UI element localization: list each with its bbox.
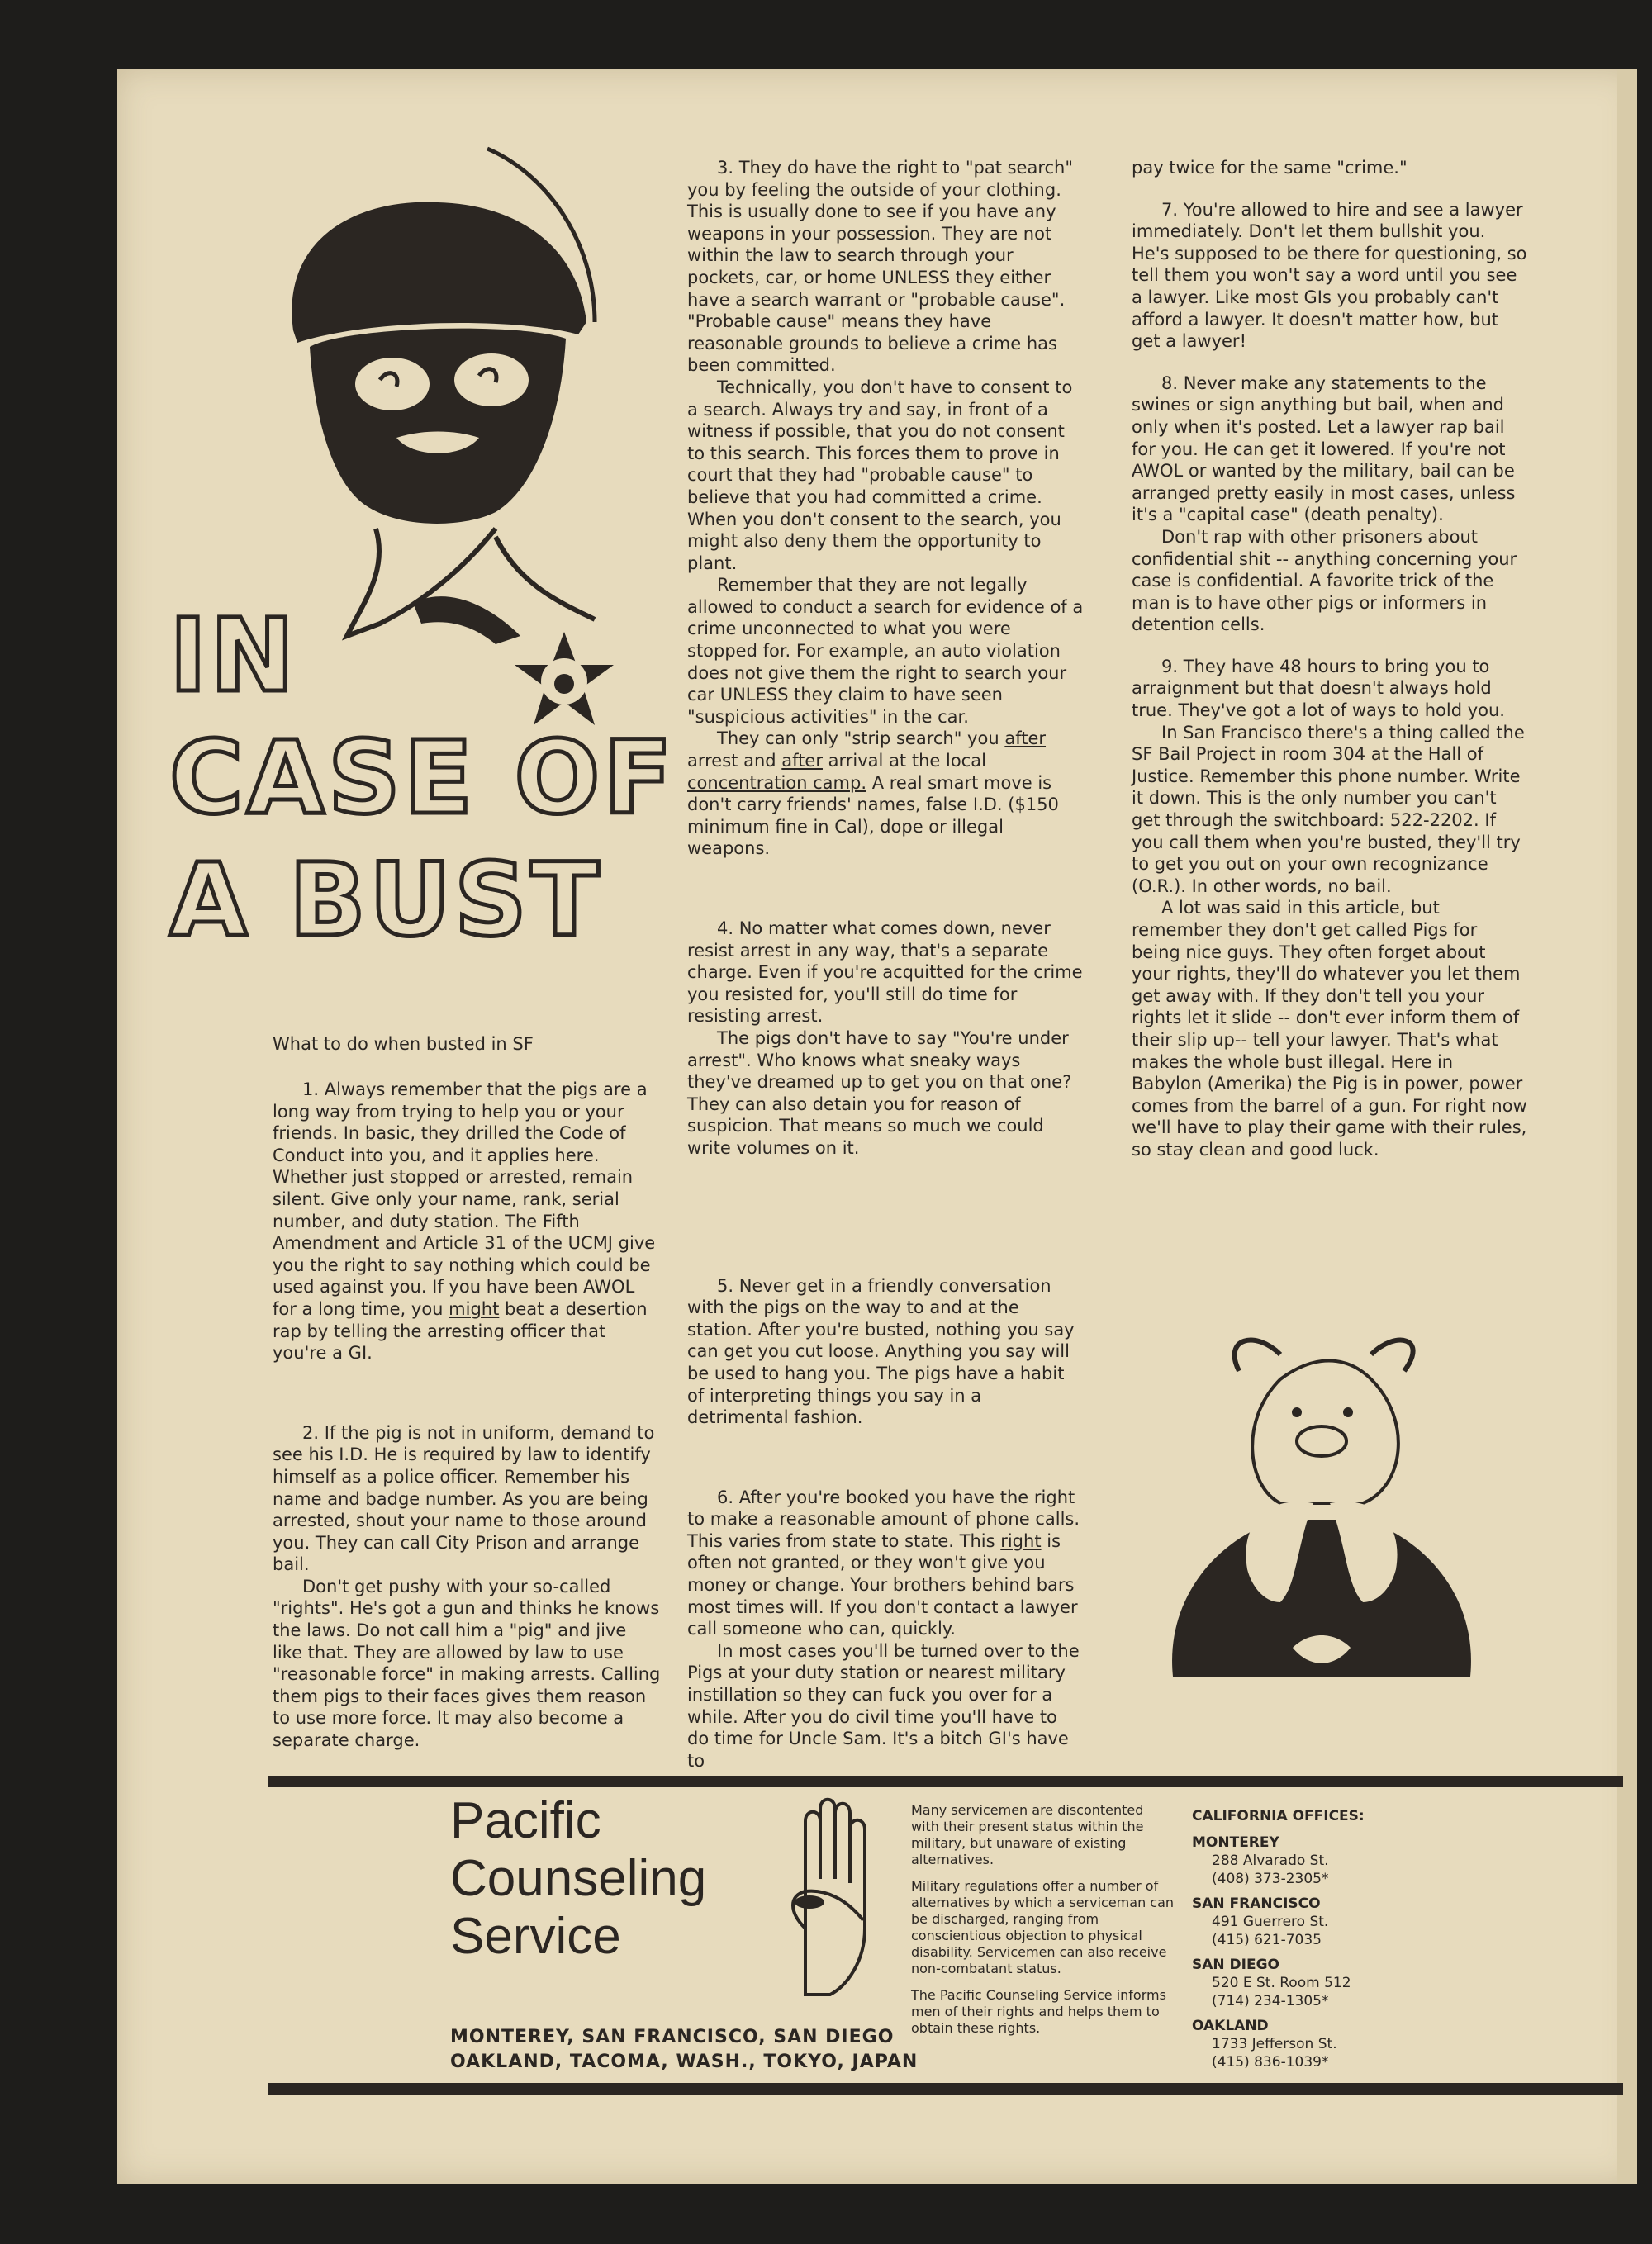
pcs-title: Pacific Counseling Service bbox=[450, 1792, 707, 1965]
paragraph: 8. Never make any statements to the swines or sign anything but bail, when and only when it's posted. Let a lawyer rap bail for you. He can get it lowered. If you're not AWOL or wanted by the military, bail can be arranged pretty easily in most cases, unless it's a "capital case" (death penalty). bbox=[1132, 372, 1516, 525]
column-1 bbox=[273, 1079, 661, 1752]
paragraph: In San Francisco there's a thing called the SF Bail Project in room 304 at the Hall of Justice. Remember this phone number. Write it down. This is the only number you can't get through the switchboard: 522-2202. If you call them when you're busted, they'll try to get you out on your own recognizance (O.R.). In other words, no bail. bbox=[1132, 722, 1525, 896]
california-offices bbox=[1192, 1807, 1382, 2071]
headline-line-2: CASE OF bbox=[169, 719, 676, 837]
paragraph: 9. They have 48 hours to bring you to arraignment but that doesn't always hold true. They've got a lot of ways to hold you. bbox=[1132, 656, 1505, 721]
hand-symbol bbox=[781, 1796, 896, 2003]
paragraph: A lot was said in this article, but remember they don't get called Pigs for being nice guys. They often forget about your rights, they'll do whatever you let them get away with. If they don't tell you your rights let it slide -- don't ever inform them of their slip up-- tell your lawyer. That's what makes the whole bust illegal. Here in Babylon (Amerika) the Pig is in power, power comes from the barrel of a gun. For right now we'll have to play their game with their rules, so stay clean and good luck. bbox=[1132, 898, 1527, 1160]
paragraph: They can only "strip search" you after arrest and after arrival at the local concentration camp. A real smart move is don't carry friends' names, false I.D. ($150 minimum fine in Cal), dope or illegal weapons. bbox=[687, 728, 1059, 859]
paragraph: 2. If the pig is not in uniform, demand to see his I.D. He is required by law to identify himself as a police officer. Remember his name and badge number. As you are being arrested, shout your name to those around you. They can call City Prison and arrange bail. bbox=[273, 1422, 655, 1575]
pcs-cities: MONTEREY, SAN FRANCISCO, SAN DIEGO OAKLAND, TACOMA, WASH., TOKYO, JAPAN bbox=[450, 2027, 919, 2072]
paragraph: 7. You're allowed to hire and see a lawyer immediately. Don't let them bullshit you. He's supposed to be there for questioning, so tell them you won't say a word until you see a lawyer. Like most GIs you probably can't afford a lawyer. It doesn't matter how, but get a lawyer! bbox=[1132, 199, 1527, 352]
paragraph: Remember that they are not legally allowed to conduct a search for evidence of a crime unconnected to what you were stopped for. For example, an auto violation does not give them the right to search your car UNLESS they claim to have seen "suspicious activities" in the car. bbox=[687, 575, 1084, 727]
pig-caricature bbox=[1156, 1321, 1487, 1726]
office-entry: SAN DIEGO 520 E St. Room 512 (714) 234-1305* bbox=[1192, 1957, 1351, 2009]
subheadline: What to do when busted in SF bbox=[273, 1034, 534, 1054]
paragraph: 4. No matter what comes down, never resist arrest in any way, that's a separate charge. Even if you're acquitted for the crime you resisted for, you'll still do time for resisting arrest. bbox=[687, 918, 1083, 1027]
offices-header: CALIFORNIA OFFICES: bbox=[1192, 1808, 1365, 1824]
soldier-face-illustration bbox=[248, 140, 677, 652]
paragraph: Technically, you don't have to consent to a search. Always try and say, in front of a witness if possible, that you do not consent to this search. This forces them to prove in court that they had "probable cause" to believe that you had committed a crime. When you don't consent to the search, you might also deny them the opportunity to plant. bbox=[687, 377, 1073, 573]
page-edge bbox=[1617, 69, 1637, 2184]
top-rule bbox=[268, 1776, 1623, 1787]
column-3 bbox=[1132, 157, 1528, 1161]
headline-line-1: IN bbox=[169, 597, 298, 714]
paragraph: In most cases you'll be turned over to the Pigs at your duty station or nearest military instillation so they can fuck you over for a while. After you do civil time you'll have to do time for Uncle Sam. It's a bitch GI's have to bbox=[687, 1640, 1080, 1771]
paragraph: The pigs don't have to say "You're under arrest". Who knows what sneaky ways they've dreamed up to get you on that one? They can also detain you for reason of suspicion. That means so much we could write volumes on it. bbox=[687, 1027, 1072, 1158]
office-entry: MONTEREY 288 Alvarado St. (408) 373-2305* bbox=[1192, 1834, 1329, 1887]
bottom-rule bbox=[268, 2083, 1623, 2095]
pcs-description: Many servicemen are discontented with their present status within the military, but unaware of existing alternatives. Military regulations offer a number of alternatives by which a serviceman can be discharged, ranging from conscientious objection to physical disability. Servicemen can also receive non-combatant status. The Pacific Counseling Service informs men of their rights and helps them to obtain these rights. bbox=[911, 1802, 1175, 2036]
paragraph: pay twice for the same "crime." bbox=[1132, 158, 1408, 178]
paragraph: 5. Never get in a friendly conversation with the pigs on the way to and at the station. After you're busted, nothing you say can get you cut loose. Anything you say will be used to hang you. The pigs have a habit of interpreting things you say in a detrimental fashion. bbox=[687, 1275, 1075, 1428]
paragraph: 3. They do have the right to "pat search" you by feeling the outside of your clothing. This is usually done to see if you have any weapons in your possession. They are not within the law to search through your pockets, car, or home UNLESS they either have a search warrant or "probable cause". "Probable cause" means they have reasonable grounds to believe a crime has been committed. bbox=[687, 158, 1074, 376]
paragraph: Don't rap with other prisoners about confidential shit -- anything concerning your case is confidential. A favorite trick of the man is to have other pigs or informers in detention cells. bbox=[1132, 526, 1517, 635]
headline-line-3: A BUST bbox=[169, 842, 603, 959]
paragraph: 6. After you're booked you have the right to make a reasonable amount of phone calls. This varies from state to state. This right is often not granted, or they won't give you money or change. Your brothers behind bars most times will. If you don't contact a lawyer call someone who can, quickly. bbox=[687, 1487, 1080, 1639]
column-2 bbox=[687, 157, 1084, 1772]
paragraph: 1. Always remember that the pigs are a long way from trying to help you or your friends. In basic, they drilled the Code of Conduct into you, and it applies here. Whether just stopped or arrested, remain silent. Give only your name, rank, serial number, and duty station. The Fifth Amendment and Article 31 of the UCMJ give you the right to say nothing which could be used against you. If you have been AWOL for a long time, you might beat a desertion rap by telling the arresting officer that you're a GI. bbox=[273, 1079, 656, 1364]
office-entry: SAN FRANCISCO 491 Guerrero St. (415) 621-7035 bbox=[1192, 1895, 1329, 1948]
office-entry: OAKLAND 1733 Jefferson St. (415) 836-1039* bbox=[1192, 2018, 1337, 2071]
paragraph: Don't get pushy with your so-called "rights". He's got a gun and thinks he knows the laws. Do not call him a "pig" and jive like that. They are allowed by law to use "reasonable force" in making arrests. Calling them pigs to their faces gives them reason to use more force. It may also become a separate charge. bbox=[273, 1576, 661, 1751]
headline bbox=[169, 595, 676, 961]
